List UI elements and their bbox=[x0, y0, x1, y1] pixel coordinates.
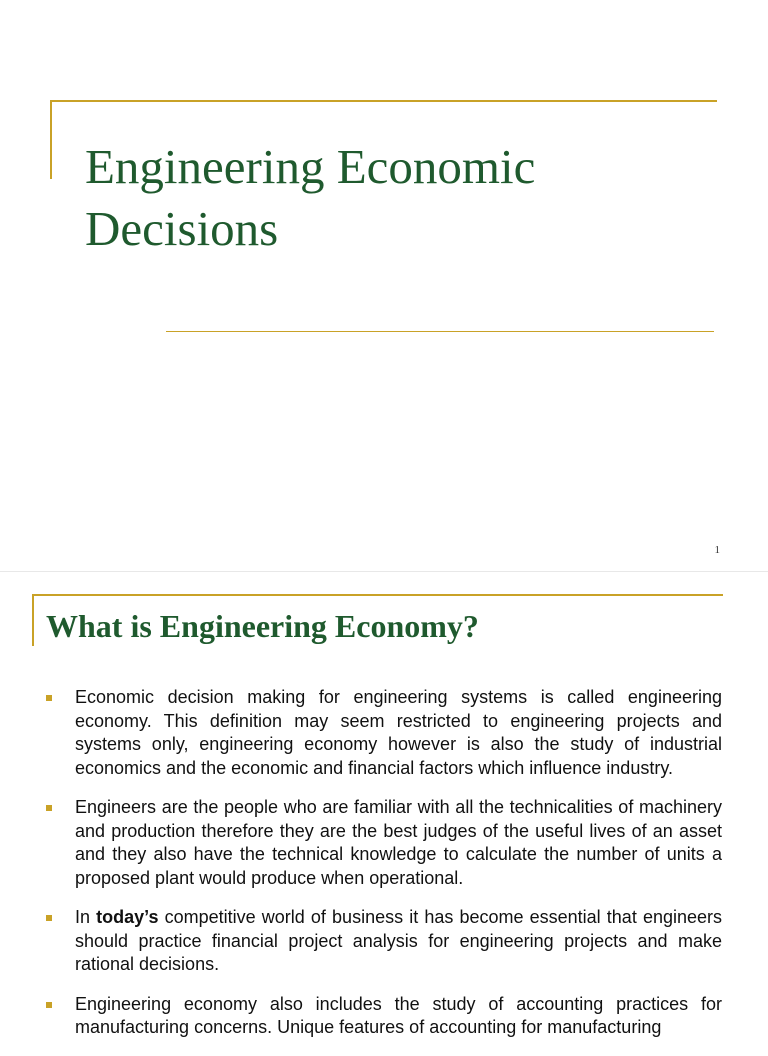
bullet-list bbox=[44, 686, 722, 1056]
bullet-text-prefix: In bbox=[75, 907, 97, 927]
square-bullet-icon bbox=[46, 915, 52, 921]
list-item bbox=[44, 686, 722, 780]
decorative-left-rule bbox=[32, 594, 34, 646]
page-number: 1 bbox=[714, 544, 720, 556]
square-bullet-icon bbox=[46, 1002, 52, 1008]
list-item bbox=[44, 796, 722, 890]
bullet-text-suffix: competitive world of business it has become essential that engineers should practice financial project analysis for engineering projects and make rational decisions. bbox=[75, 907, 723, 974]
square-bullet-icon bbox=[46, 805, 52, 811]
decorative-top-rule bbox=[50, 100, 717, 102]
decorative-left-rule bbox=[50, 100, 52, 179]
list-item bbox=[44, 993, 722, 1040]
bullet-text-bold: today’s bbox=[96, 907, 159, 927]
bullet-text: Engineers are the people who are familiar with all the technicalities of machinery and production therefore they are the best judges of the useful lives of an asset and they also have the technical knowledge to calculate the number of units a proposed plant would produce when operational. bbox=[75, 797, 722, 888]
decorative-middle-rule bbox=[166, 331, 714, 332]
bullet-text: Economic decision making for engineering systems is called engineering economy. This definition may seem restricted to engineering projects and systems only, engineering economy however is also the study of industrial economics and the economic and financial factors which influence industry. bbox=[75, 687, 722, 778]
decorative-top-rule bbox=[32, 594, 723, 596]
slide-2-title: What is Engineering Economy? bbox=[46, 608, 479, 644]
slide-2 bbox=[0, 572, 768, 1037]
slide-1-title: Engineering Economic Decisions bbox=[85, 139, 536, 256]
list-item bbox=[44, 906, 722, 977]
bullet-text: Engineering economy also includes the study of accounting practices for manufacturing concerns. Unique features of accounting for manufacturing bbox=[75, 993, 722, 1037]
square-bullet-icon bbox=[46, 695, 52, 701]
